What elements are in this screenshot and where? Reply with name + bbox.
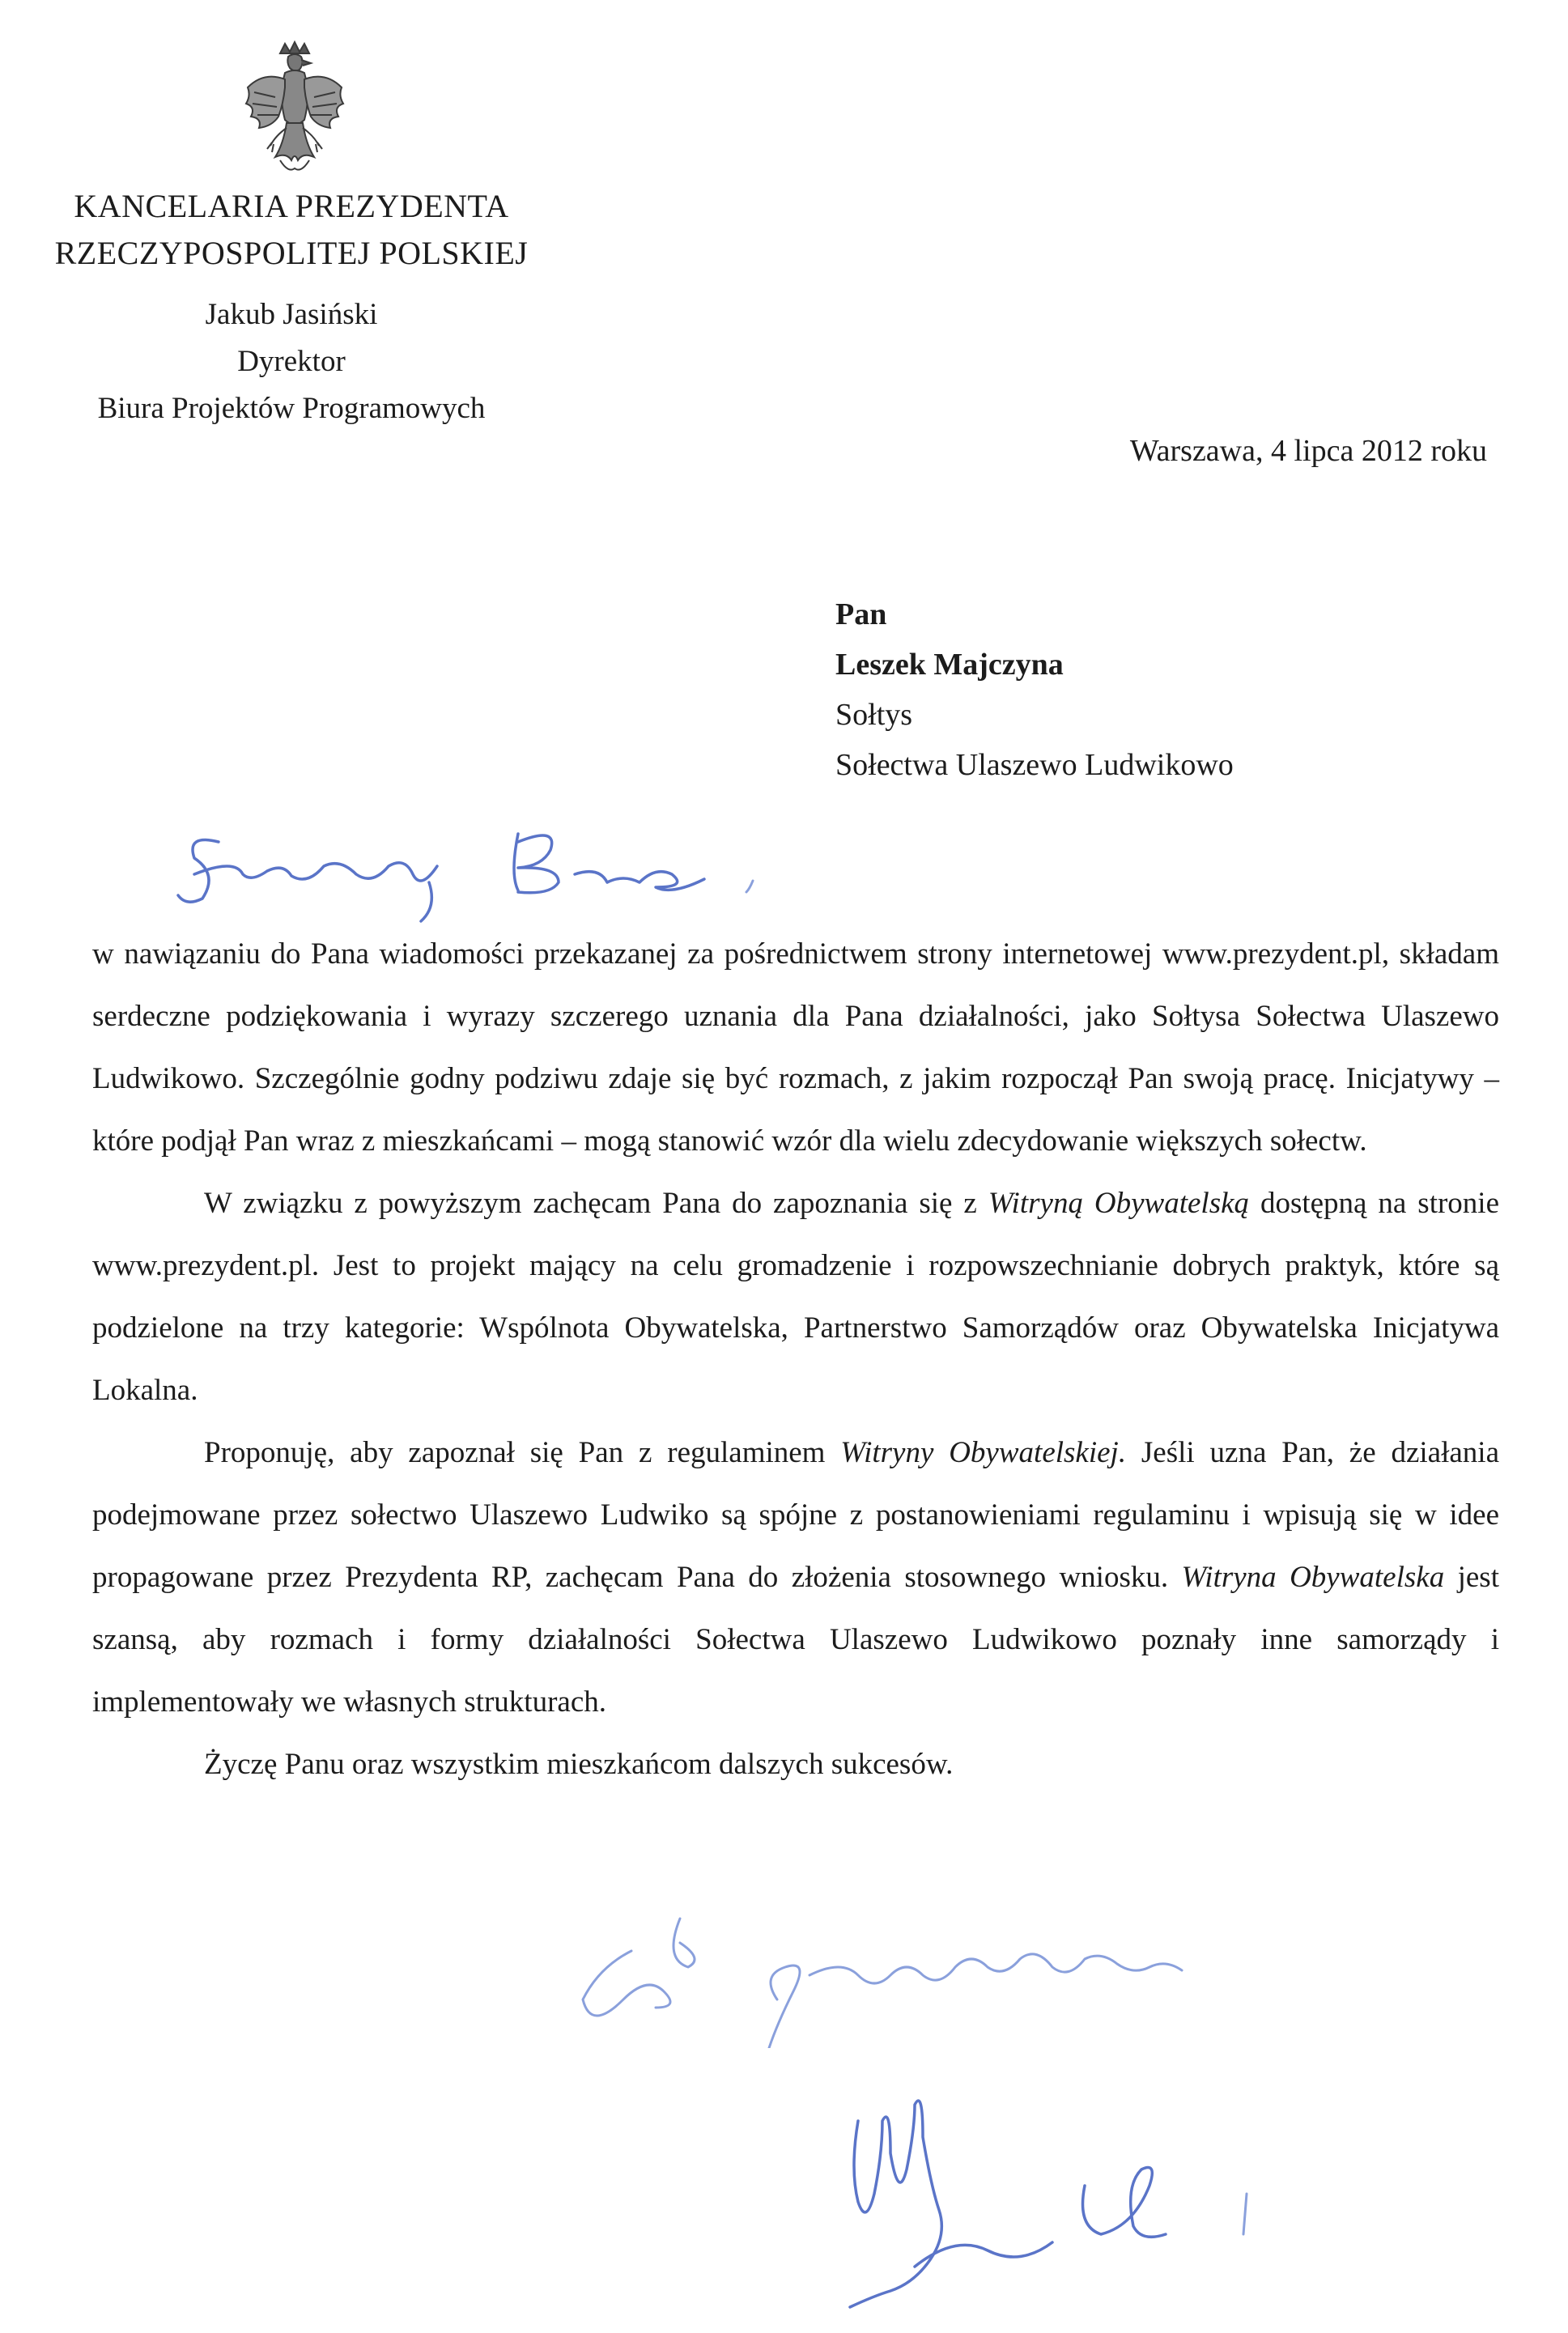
- recipient-salutation-word: Pan: [835, 597, 887, 631]
- citizen-website-name-2: Witryna Obywatelska: [1181, 1561, 1445, 1594]
- citizen-website-name: Witryną Obywatelską: [988, 1187, 1250, 1220]
- recipient-block: [835, 589, 1499, 790]
- letter-body: [92, 923, 1499, 1795]
- citizen-website-rules-name: Witryny Obywatelskiej.: [840, 1436, 1127, 1469]
- handwritten-signature-icon: [793, 2072, 1311, 2315]
- handwritten-greeting-icon: [170, 818, 850, 923]
- polish-eagle-emblem-icon: [240, 39, 350, 181]
- body-paragraph-3: Proponuję, aby zapoznał się Pan z regulaminem Witryny Obywatelskiej. Jeśli uzna Pan, że działania podejmowane przez sołectwo Ulaszewo Ludwiko są spójne z postanowieniami regulaminu i wpisują się w idee propagowane przez Prezydenta RP, zachęcam Pana do złożenia stosownego wniosku. Witryna Obywatelska jest szansą, aby rozmach i formy działalności Sołectwa Ulaszewo Ludwikowo poznały inne samorządy i implementowały we własnych strukturach.: [92, 1436, 1499, 1719]
- sender-name: Jakub Jasiński: [205, 298, 378, 331]
- recipient-name: Leszek Majczyna: [835, 648, 1064, 682]
- sender-title: Dyrektor: [237, 345, 346, 378]
- sender-block: [32, 291, 550, 432]
- handwritten-closing-icon: [567, 1910, 1295, 2048]
- institution-name-line1: KANCELARIA PREZYDENTA: [74, 188, 509, 224]
- sender-office: Biura Projektów Programowych: [97, 392, 486, 425]
- body-paragraph-4: Życzę Panu oraz wszystkim mieszkańcom dalszych sukcesów.: [204, 1748, 954, 1781]
- letterhead: [32, 183, 550, 432]
- recipient-role: Sołtys: [835, 698, 913, 732]
- letter-date: Warszawa, 4 lipca 2012 roku: [1129, 434, 1487, 468]
- recipient-organization: Sołectwa Ulaszewo Ludwikowo: [835, 748, 1234, 782]
- institution-name-line2: RZECZYPOSPOLITEJ POLSKIEJ: [54, 235, 529, 271]
- body-paragraph-1: w nawiązaniu do Pana wiadomości przekazanej za pośrednictwem strony internetowej www.prezydent.pl, składam serdeczne podziękowania i wyrazy szczerego uznania dla Pana działalności, jako Sołtysa Sołectwa Ulaszewo Ludwikowo. Szczególnie godny podziwu zdaje się być rozmach, z jakim rozpoczął Pan swoją pracę. Inicjatywy – które podjął Pan wraz z mieszkańcami – mogą stanowić wzór dla wielu zdecydowanie większych sołectw.: [92, 937, 1499, 1158]
- body-paragraph-2: W związku z powyższym zachęcam Pana do zapoznania się z Witryną Obywatelską dostępną na stronie www.prezydent.pl. Jest to projekt mający na celu gromadzenie i rozpowszechnianie dobrych praktyk, które są podzielone na trzy kategorie: Wspólnota Obywatelska, Partnerstwo Samorządów oraz Obywatelska Inicjatywa Lokalna.: [92, 1187, 1499, 1407]
